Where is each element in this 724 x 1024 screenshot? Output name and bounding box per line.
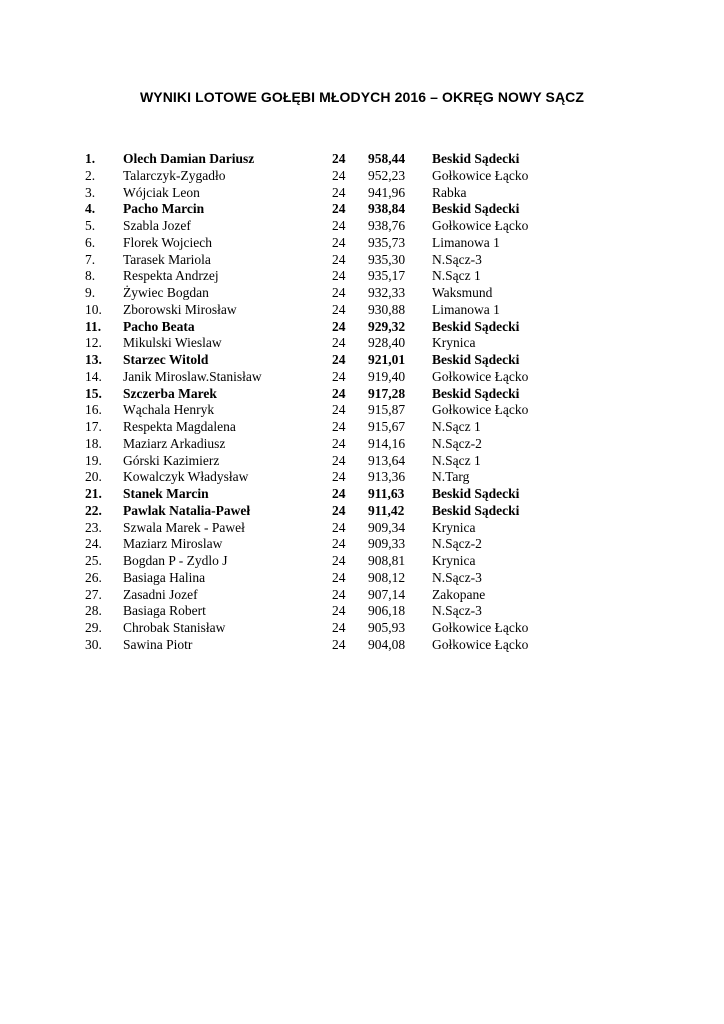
club-cell: N.Sącz-3 bbox=[432, 251, 482, 267]
name-cell: Szwala Marek - Paweł bbox=[123, 519, 245, 535]
result-row bbox=[0, 569, 724, 586]
score-cell: 908,81 bbox=[368, 553, 406, 568]
rank-cell: 19. bbox=[85, 452, 102, 468]
score-cell: 938,84 bbox=[368, 201, 406, 217]
rank-cell: 18. bbox=[85, 435, 102, 451]
result-row bbox=[0, 351, 724, 368]
rank-cell: 9. bbox=[85, 285, 96, 300]
rank-cell: 30. bbox=[85, 636, 102, 652]
score-cell: 938,76 bbox=[368, 218, 406, 233]
rank-cell: 3. bbox=[85, 184, 96, 200]
club-cell: Waksmund bbox=[432, 285, 493, 300]
score-cell: 935,73 bbox=[368, 234, 406, 250]
count-cell: 24 bbox=[332, 536, 346, 552]
score-cell: 906,18 bbox=[368, 603, 406, 619]
club-cell: Gołkowice Łącko bbox=[432, 620, 529, 635]
count-cell: 24 bbox=[332, 569, 346, 585]
name-cell: Bogdan P - Zydlo J bbox=[123, 553, 228, 568]
result-row bbox=[0, 318, 724, 335]
name-cell: Starzec Witold bbox=[123, 352, 209, 367]
rank-cell: 14. bbox=[85, 368, 102, 384]
rank-cell: 24. bbox=[85, 536, 102, 552]
name-cell: Pawlak Natalia-Paweł bbox=[123, 502, 251, 518]
rank-cell: 21. bbox=[85, 486, 102, 501]
rank-cell: 22. bbox=[85, 502, 102, 518]
count-cell: 24 bbox=[332, 184, 346, 200]
name-cell: Szczerba Marek bbox=[123, 385, 217, 401]
count-cell: 24 bbox=[332, 335, 346, 351]
rank-cell: 23. bbox=[85, 519, 102, 535]
score-cell: 904,08 bbox=[368, 636, 406, 652]
name-cell: Zasadni Jozef bbox=[123, 586, 198, 602]
score-cell: 930,88 bbox=[368, 301, 406, 317]
name-cell: Talarczyk-Zygadło bbox=[123, 167, 226, 183]
club-cell: Gołkowice Łącko bbox=[432, 167, 529, 183]
name-cell: Zborowski Mirosław bbox=[123, 301, 237, 317]
club-cell: Limanowa 1 bbox=[432, 234, 500, 250]
result-row bbox=[0, 385, 724, 402]
rank-cell: 20. bbox=[85, 469, 102, 485]
count-cell: 24 bbox=[332, 553, 346, 568]
club-cell: N.Sącz-3 bbox=[432, 603, 482, 619]
club-cell: Beskid Sądecki bbox=[432, 502, 520, 518]
rank-cell: 12. bbox=[85, 335, 102, 351]
result-row bbox=[0, 334, 724, 351]
count-cell: 24 bbox=[332, 268, 346, 284]
club-cell: N.Sącz 1 bbox=[432, 419, 481, 434]
rank-cell: 25. bbox=[85, 553, 102, 568]
name-cell: Florek Wojciech bbox=[123, 234, 213, 250]
count-cell: 24 bbox=[332, 435, 346, 451]
name-cell: Maziarz Arkadiusz bbox=[123, 435, 226, 451]
count-cell: 24 bbox=[332, 301, 346, 317]
club-cell: N.Targ bbox=[432, 469, 470, 485]
rank-cell: 16. bbox=[85, 402, 102, 418]
score-cell: 919,40 bbox=[368, 368, 406, 384]
name-cell: Chrobak Stanisław bbox=[123, 620, 226, 635]
result-row bbox=[0, 217, 724, 234]
count-cell: 24 bbox=[332, 352, 346, 367]
club-cell: Beskid Sądecki bbox=[432, 151, 520, 166]
club-cell: Krynica bbox=[432, 335, 476, 351]
club-cell: Beskid Sądecki bbox=[432, 486, 520, 501]
score-cell: 928,40 bbox=[368, 335, 406, 351]
result-row bbox=[0, 167, 724, 184]
club-cell: Gołkowice Łącko bbox=[432, 368, 529, 384]
count-cell: 24 bbox=[332, 502, 346, 518]
result-row bbox=[0, 150, 724, 167]
document-title: WYNIKI LOTOWE GOŁĘBI MŁODYCH 2016 – OKRĘG NOWY SĄCZ bbox=[139, 89, 585, 105]
count-cell: 24 bbox=[332, 419, 346, 434]
club-cell: Zakopane bbox=[432, 586, 486, 602]
score-cell: 929,32 bbox=[368, 318, 406, 334]
result-row bbox=[0, 418, 724, 435]
count-cell: 24 bbox=[332, 218, 346, 233]
score-cell: 909,33 bbox=[368, 536, 406, 552]
rank-cell: 5. bbox=[85, 218, 96, 233]
rank-cell: 7. bbox=[85, 251, 96, 267]
name-cell: Janik Miroslaw.Stanisław bbox=[123, 368, 262, 384]
name-cell: Górski Kazimierz bbox=[123, 452, 220, 468]
name-cell: Maziarz Miroslaw bbox=[123, 536, 223, 552]
name-cell: Olech Damian Dariusz bbox=[123, 151, 255, 166]
name-cell: Pacho Marcin bbox=[123, 201, 205, 217]
name-cell: Szabla Jozef bbox=[123, 218, 191, 233]
result-row bbox=[0, 586, 724, 603]
count-cell: 24 bbox=[332, 636, 346, 652]
count-cell: 24 bbox=[332, 586, 346, 602]
score-cell: 909,34 bbox=[368, 519, 406, 535]
name-cell: Mikulski Wieslaw bbox=[123, 335, 222, 351]
count-cell: 24 bbox=[332, 318, 346, 334]
club-cell: Beskid Sądecki bbox=[432, 352, 520, 367]
name-cell: Sawina Piotr bbox=[123, 636, 193, 652]
count-cell: 24 bbox=[332, 486, 346, 501]
result-row bbox=[0, 619, 724, 636]
result-row bbox=[0, 284, 724, 301]
rank-cell: 11. bbox=[85, 318, 102, 334]
count-cell: 24 bbox=[332, 385, 346, 401]
count-cell: 24 bbox=[332, 285, 346, 300]
score-cell: 935,30 bbox=[368, 251, 406, 267]
rank-cell: 28. bbox=[85, 603, 102, 619]
result-row bbox=[0, 502, 724, 519]
name-cell: Wójciak Leon bbox=[123, 184, 200, 200]
result-row bbox=[0, 485, 724, 502]
result-row bbox=[0, 636, 724, 653]
count-cell: 24 bbox=[332, 251, 346, 267]
rank-cell: 8. bbox=[85, 268, 96, 284]
rank-cell: 4. bbox=[85, 201, 96, 217]
score-cell: 914,16 bbox=[368, 435, 406, 451]
score-cell: 952,23 bbox=[368, 167, 406, 183]
club-cell: N.Sącz-2 bbox=[432, 536, 482, 552]
count-cell: 24 bbox=[332, 452, 346, 468]
rank-cell: 13. bbox=[85, 352, 102, 367]
result-row bbox=[0, 452, 724, 469]
rank-cell: 1. bbox=[85, 151, 96, 166]
club-cell: N.Sącz 1 bbox=[432, 268, 481, 284]
count-cell: 24 bbox=[332, 469, 346, 485]
club-cell: Rabka bbox=[432, 184, 467, 200]
club-cell: Gołkowice Łącko bbox=[432, 218, 529, 233]
result-row bbox=[0, 184, 724, 201]
name-cell: Stanek Marcin bbox=[123, 486, 209, 501]
score-cell: 913,36 bbox=[368, 469, 406, 485]
score-cell: 908,12 bbox=[368, 569, 406, 585]
score-cell: 913,64 bbox=[368, 452, 406, 468]
club-cell: N.Sącz 1 bbox=[432, 452, 481, 468]
score-cell: 905,93 bbox=[368, 620, 406, 635]
name-cell: Kowalczyk Władysław bbox=[123, 469, 249, 485]
result-row bbox=[0, 267, 724, 284]
club-cell: N.Sącz-3 bbox=[432, 569, 482, 585]
club-cell: Krynica bbox=[432, 519, 476, 535]
name-cell: Respekta Andrzej bbox=[123, 268, 219, 284]
result-row bbox=[0, 535, 724, 552]
result-row bbox=[0, 602, 724, 619]
name-cell: Respekta Magdalena bbox=[123, 419, 236, 434]
result-row bbox=[0, 200, 724, 217]
rank-cell: 6. bbox=[85, 234, 96, 250]
result-row bbox=[0, 251, 724, 268]
rank-cell: 2. bbox=[85, 167, 96, 183]
count-cell: 24 bbox=[332, 167, 346, 183]
club-cell: Krynica bbox=[432, 553, 476, 568]
count-cell: 24 bbox=[332, 603, 346, 619]
rank-cell: 29. bbox=[85, 620, 102, 635]
club-cell: Gołkowice Łącko bbox=[432, 636, 529, 652]
result-row bbox=[0, 234, 724, 251]
name-cell: Pacho Beata bbox=[123, 318, 195, 334]
name-cell: Basiaga Halina bbox=[123, 569, 206, 585]
club-cell: Beskid Sądecki bbox=[432, 201, 520, 217]
score-cell: 917,28 bbox=[368, 385, 406, 401]
rank-cell: 26. bbox=[85, 569, 102, 585]
club-cell: Limanowa 1 bbox=[432, 301, 500, 317]
club-cell: N.Sącz-2 bbox=[432, 435, 482, 451]
rank-cell: 27. bbox=[85, 586, 102, 602]
club-cell: Gołkowice Łącko bbox=[432, 402, 529, 418]
score-cell: 935,17 bbox=[368, 268, 406, 284]
name-cell: Tarasek Mariola bbox=[123, 251, 211, 267]
count-cell: 24 bbox=[332, 368, 346, 384]
score-cell: 921,01 bbox=[368, 352, 406, 367]
name-cell: Basiaga Robert bbox=[123, 603, 206, 619]
result-row bbox=[0, 401, 724, 418]
count-cell: 24 bbox=[332, 201, 346, 217]
score-cell: 932,33 bbox=[368, 285, 406, 300]
name-cell: Wąchala Henryk bbox=[123, 402, 215, 418]
result-row bbox=[0, 519, 724, 536]
result-row bbox=[0, 301, 724, 318]
result-row bbox=[0, 435, 724, 452]
result-row bbox=[0, 552, 724, 569]
count-cell: 24 bbox=[332, 519, 346, 535]
club-cell: Beskid Sądecki bbox=[432, 318, 520, 334]
score-cell: 911,63 bbox=[368, 486, 405, 501]
score-cell: 958,44 bbox=[368, 151, 406, 166]
count-cell: 24 bbox=[332, 620, 346, 635]
result-row bbox=[0, 368, 724, 385]
count-cell: 24 bbox=[332, 151, 346, 166]
score-cell: 911,42 bbox=[368, 502, 405, 518]
count-cell: 24 bbox=[332, 402, 346, 418]
rank-cell: 15. bbox=[85, 385, 102, 401]
count-cell: 24 bbox=[332, 234, 346, 250]
name-cell: Żywiec Bogdan bbox=[123, 285, 209, 300]
result-row bbox=[0, 468, 724, 485]
score-cell: 907,14 bbox=[368, 586, 406, 602]
score-cell: 915,67 bbox=[368, 419, 406, 434]
rank-cell: 17. bbox=[85, 419, 102, 434]
score-cell: 941,96 bbox=[368, 184, 406, 200]
club-cell: Beskid Sądecki bbox=[432, 385, 520, 401]
score-cell: 915,87 bbox=[368, 402, 406, 418]
rank-cell: 10. bbox=[85, 301, 102, 317]
